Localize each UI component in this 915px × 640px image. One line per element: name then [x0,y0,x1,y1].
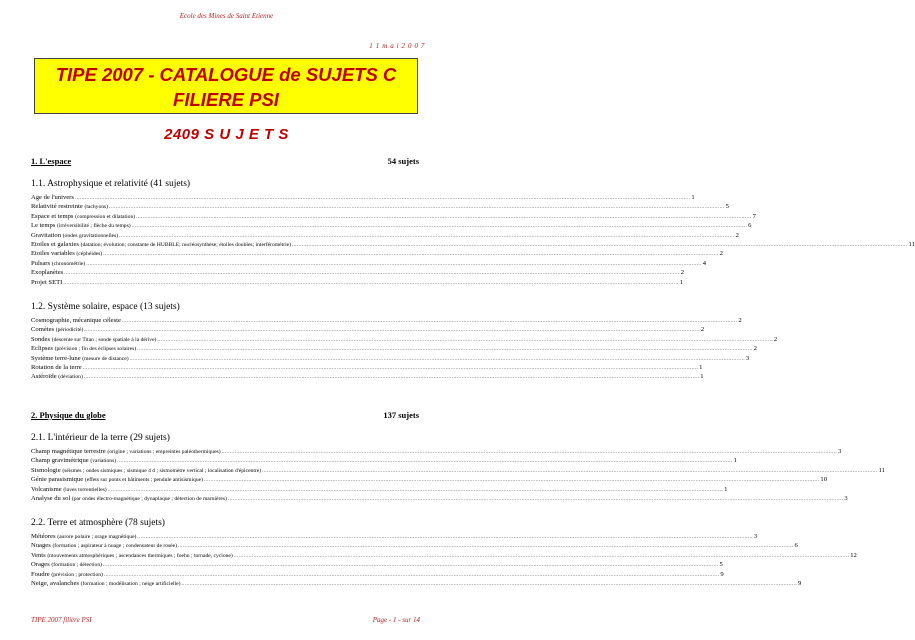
toc-entry-title: Orages [31,561,50,569]
toc-entry-title: Etoiles et galaxies [31,240,79,248]
toc-entry-count: 7 [752,212,756,220]
toc-entry[interactable] [31,354,750,363]
toc-entry[interactable] [31,372,704,381]
toc-entry-count: 2 [738,317,742,324]
toc-entry[interactable] [31,268,684,277]
footer-left: TIPE 2007 filière PSI [31,616,92,624]
toc-entry-note: (descente sur Titan ; sonde spatiale à la dérive) [51,336,157,343]
toc-entry-count: 9 [797,579,802,587]
toc-entry-count: 2 [700,326,705,334]
toc-list [31,447,885,503]
subsection-heading[interactable]: 2.2. Terre et atmosphère (78 sujets) [31,518,165,528]
toc-entry[interactable] [31,344,757,353]
toc-entry-title: Sondes [31,335,51,343]
toc-entry-note: (formation ; aspirateur à nuage ; condensateur de rosée) [52,543,177,550]
page-number: Page - 1 - sur 14 [372,616,420,624]
toc-list [31,193,915,287]
toc-entry-note: (irréversibilité ; flèche du temps) [57,223,131,230]
toc-entry-note: (origine ; variations ; empreintes paléothermiques) [107,449,221,455]
toc-entry-title: Exoplanètes [31,269,64,277]
toc-entry-count: 10 [820,476,828,484]
toc-entry-count: 1 [724,485,728,493]
toc-entry[interactable] [31,316,742,325]
toc-entry-title: Age de l'univers [31,194,74,201]
toc-entry-count: 3 [746,354,750,362]
toc-entry-title: Champ gravimétrique [31,457,89,465]
leader-dots [84,326,699,335]
leader-dots [109,203,724,212]
toc-entry-count: 2 [735,231,739,239]
leader-dots [262,467,877,476]
toc-list [31,532,857,588]
toc-entry[interactable] [31,240,915,249]
toc-entry-title: Comètes [31,326,55,334]
toc-entry-count: 2 [773,335,778,343]
toc-entry-note: (aurore polaire ; orage magnétique) [57,534,137,540]
toc-entry-title: Espace et temps [31,212,74,220]
toc-entry-note: (effets sur ponts et bâtiments ; pendule antisismique) [84,477,203,484]
toc-entry-count: 2 [719,250,723,258]
toc-entry-count: 12 [850,551,857,559]
toc-entry-title: Gravitation [31,231,62,239]
toc-entry[interactable] [31,249,723,258]
leader-dots [83,364,698,373]
toc-entry-note: (par ondes électro-magnétique ; dynaplaque ; détection de marnières) [71,495,227,502]
toc-entry-note: (périodicité) [55,327,84,334]
toc-entry[interactable] [31,193,695,202]
subject-count: 2409 S U J E T S [164,126,289,143]
toc-entry[interactable] [31,485,728,494]
toc-entry-label [31,278,62,287]
leader-dots [130,355,745,364]
toc-entry[interactable] [31,363,703,372]
toc-entry-title: Sismologie [31,466,61,474]
leader-dots [104,571,719,580]
toc-entry-count: 1 [733,457,737,465]
toc-entry[interactable] [31,475,828,484]
leader-dots [63,279,678,288]
toc-entry-note: (chronométrie) [51,260,86,267]
toc-entry-title: Système terre-lune [31,354,81,362]
toc-entry-count: 1 [679,278,684,286]
catalogue-title-box [34,58,418,114]
toc-entry-note: (prévision ; fin des éclipses solaires) [54,346,137,353]
leader-dots [234,552,849,561]
toc-entry-note: (laves torrentielles) [63,486,107,493]
leader-dots [136,213,751,222]
toc-entry-count: 3 [844,494,848,502]
toc-entry[interactable] [31,551,857,560]
toc-list [31,316,778,382]
toc-entry-title: Astéroïde [31,373,57,381]
toc-entry-count: 11 [878,466,885,474]
toc-entry-title: Le temps [31,222,56,230]
toc-entry-count: 5 [719,561,723,569]
toc-entry-title: Projet SETI [31,278,63,286]
subsection-heading[interactable]: 1.2. Système solaire, espace (13 sujets) [31,302,180,312]
toc-entry[interactable] [31,325,705,334]
catalogue-title-line1: TIPE 2007 - CATALOGUE de SUJETS C [55,64,397,85]
toc-entry[interactable] [31,456,737,465]
toc-entry[interactable] [31,560,723,569]
toc-entry-count: 6 [748,222,752,230]
toc-entry-title: Génie parasismique [31,476,84,484]
toc-entry-title: Nuages [31,542,51,550]
section-heading-espace[interactable] [31,156,419,166]
toc-entry[interactable] [31,541,798,550]
toc-entry[interactable] [31,494,848,503]
leader-dots [103,561,718,570]
toc-entry-count: 5 [725,203,729,211]
toc-entry-note: (formation ; modélisation ; neige artificielle) [80,580,181,587]
toc-entry-title: Pulsars [31,259,51,267]
toc-entry-count: 2 [680,269,684,277]
toc-entry-title: Rotation de la terre [31,363,82,371]
leader-dots [103,250,718,259]
toc-entry-label [31,193,74,202]
leader-dots [228,495,843,504]
toc-entry-title: Cosmographie, mécanique céleste [31,317,121,324]
document-date: 1 1 m a i 2 0 0 7 [369,42,425,50]
toc-entry-count: 6 [794,542,798,550]
toc-entry-note: (variations) [90,458,117,465]
toc-entry-label [31,372,83,382]
toc-entry[interactable] [31,231,739,240]
leader-dots [75,194,690,203]
toc-entry-note: (déviation) [58,374,83,381]
toc-entry-count: 1 [699,363,703,371]
toc-entry-count: 1 [700,373,704,381]
subsection-heading[interactable]: 1.1. Astrophysique et relativité (41 sujets) [31,179,191,189]
section-count: 137 sujets [383,410,419,420]
toc-entry-title: Analyse du sol [31,494,71,502]
toc-entry[interactable] [31,466,885,475]
toc-entry-note: (mouvements atmosphériques ; ascendances thermiques ; foehn ; tornade, cyclone) [47,552,233,559]
toc-entry-note: (tachyons) [84,204,109,211]
leader-dots [222,448,837,457]
toc-entry-count: 9 [720,570,724,578]
leader-dots [137,345,752,354]
leader-dots [64,269,679,278]
leader-dots [132,222,747,231]
section-name: 2. Physique du globe [31,410,106,420]
toc-entry[interactable] [31,212,756,221]
toc-entry[interactable] [31,221,752,230]
leader-dots [157,336,772,345]
toc-entry[interactable] [31,259,707,268]
leader-dots [86,260,701,269]
toc-entry[interactable] [31,570,724,579]
toc-entry-title: Météores [31,533,56,540]
toc-entry[interactable] [31,278,684,287]
toc-entry-label [31,363,82,372]
toc-entry-title: Eclipses [31,345,53,353]
toc-entry-count: 3 [753,533,758,540]
toc-entry-title: Neige, avalanches [31,579,79,587]
toc-entry-title: Champ magnétique terrestre [31,448,106,455]
toc-entry-title: Foudre [31,570,50,578]
leader-dots [137,533,752,542]
toc-entry[interactable] [31,532,758,541]
toc-entry-title: Vents [31,551,46,559]
toc-entry-note: (datation; évolution; constante de HUBBLE; nucléosynthèse; étoiles doubles; interférométrie) [80,241,291,248]
toc-entry[interactable] [31,579,802,588]
section-heading-physique-du-globe[interactable] [31,410,419,420]
leader-dots [122,317,737,326]
leader-dots [182,580,797,589]
toc-entry-count: 4 [702,259,707,267]
leader-dots [84,373,699,382]
toc-entry-title: Etoiles variables [31,250,75,258]
toc-entry[interactable] [31,335,778,344]
leader-dots [292,241,907,250]
toc-entry-note: (céphéides) [76,251,103,258]
leader-dots [178,542,793,551]
toc-entry-note: (prévision ; protection) [51,571,103,578]
toc-entry[interactable] [31,202,729,211]
toc-entry-title: Volcanisme [31,485,62,493]
toc-entry-note: (formation ; détection) [51,562,102,569]
toc-entry-title: Relativité restreinte [31,203,83,211]
toc-entry-count: 11 [908,240,915,248]
toc-entry-count: 2 [753,345,757,353]
catalogue-title-line2: FILIERE PSI [173,89,279,110]
section-name: 1. L'espace [31,156,72,166]
subsection-heading[interactable]: 2.1. L'intérieur de la terre (29 sujets) [31,433,170,443]
toc-entry[interactable] [31,447,842,456]
school-header: Ecole des Mines de Saint Etienne [179,12,274,20]
toc-entry-label [31,579,181,589]
toc-entry-note: (mesure de distance) [82,355,129,362]
toc-entry-label [31,316,121,325]
toc-entry-note: (séismes ; ondes sismiques ; sismique 4 d ; sismomètre vertical ; localisation d'épicentre) [62,467,262,474]
toc-entry-label [31,268,63,277]
section-count: 54 sujets [387,156,419,166]
toc-entry-label [31,494,227,504]
toc-entry-count: 3 [838,448,842,455]
toc-entry-count: 1 [691,194,695,201]
toc-entry-note: (ondes gravitationnelles) [62,232,119,239]
toc-entry-note: (compression et dilatation) [75,213,136,220]
